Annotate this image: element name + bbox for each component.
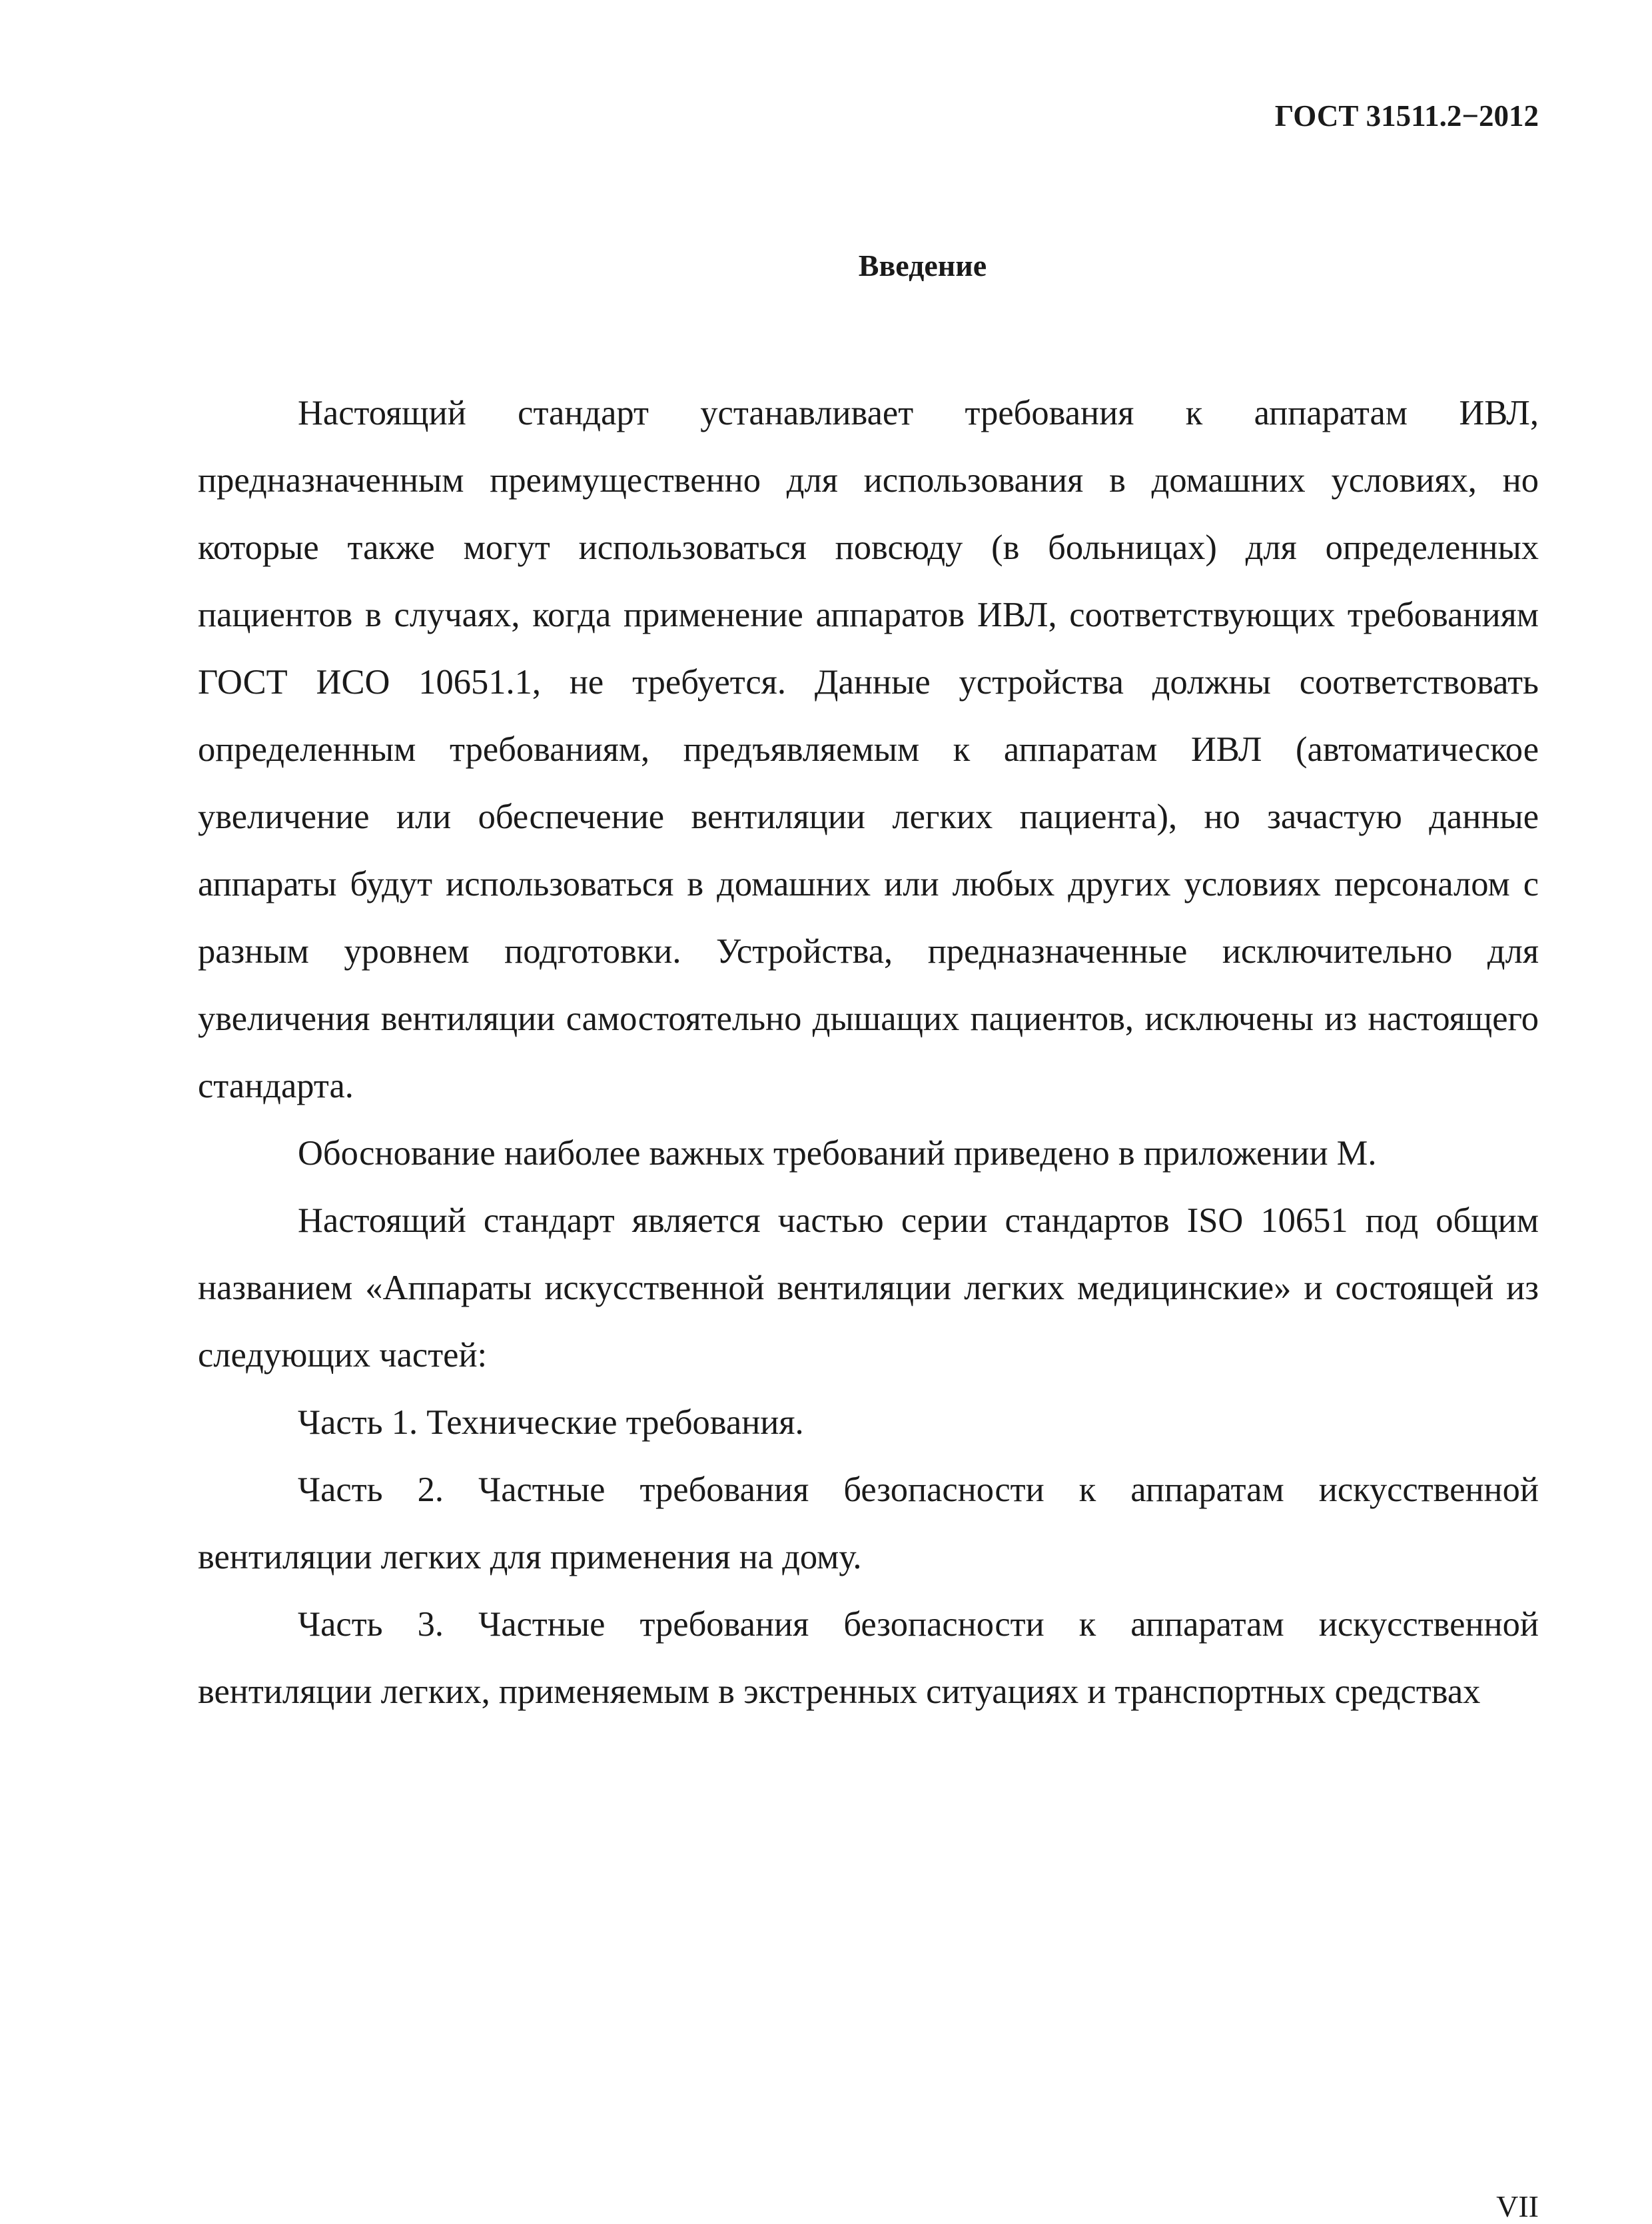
body-text [198,380,1539,1726]
section-title: Введение [858,249,987,282]
page-number: VII [1496,2189,1539,2223]
paragraph-part-1: Часть 1. Технические требования. [298,1403,804,1442]
paragraph-intro: Настоящий стандарт устанавливает требования к аппаратам ИВЛ, предназначенным преимущественно для использования в домашних условиях, но которые также могут использоваться повсюду (в больницах) для определенных пациентов в случаях, когда применение аппаратов ИВЛ, соответствующих требованиям ГОСТ ИСО 10651.1, не требуется. Данные устройства должны соответствовать определенным требованиям, предъявляемым к аппаратам ИВЛ (автоматическое увеличение или обеспечение вентиляции легких пациента), но зачастую данные аппараты будут использоваться в домашних или любых других условиях персоналом с разным уровнем подготовки. Устройства, предназначенные исключительно для увеличения вентиляции самостоятельно дышащих пациентов, исключены из настоящего стандарта. [198,394,1539,1105]
document-code-header: ГОСТ 31511.2−2012 [1274,99,1539,133]
paragraph-rationale: Обоснование наиболее важных требований приведено в приложении М. [298,1134,1377,1173]
paragraph-part-2: Часть 2. Частные требования безопасности к аппаратам искусственной вентиляции легких для применения на дому. [198,1470,1539,1576]
paragraph-part-3: Часть 3. Частные требования безопасности к аппаратам искусственной вентиляции легких, применяемым в экстренных ситуациях и транспортных средствах [198,1605,1539,1711]
paragraph-series: Настоящий стандарт является частью серии стандартов ISO 10651 под общим названием «Аппараты искусственной вентиляции легких медицинские» и состоящей из следующих частей: [198,1201,1539,1375]
